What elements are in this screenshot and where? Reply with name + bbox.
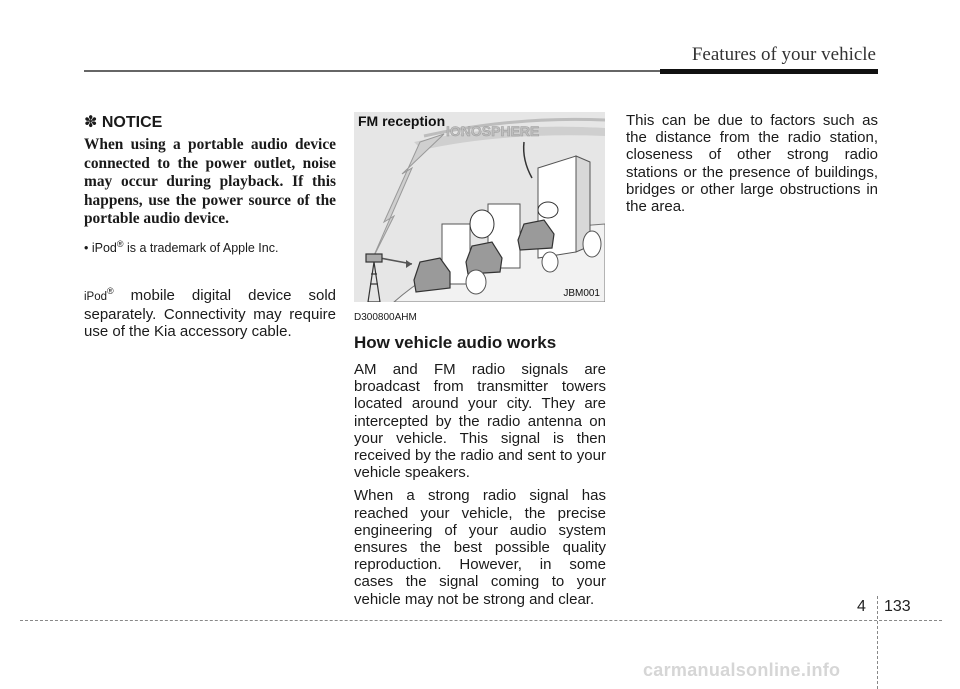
transmitter-tower [366,254,382,302]
fm-reception-illustration [354,112,605,302]
ipod-text: mobile digital device sold separately. Connectivity may require use of the Kia accessory cable. [84,286,336,340]
trademark-suffix: is a trademark of Apple Inc. [123,240,279,255]
trademark-bullet [84,239,336,255]
ipod-paragraph [84,283,336,340]
trademark-prefix: • iPod [84,240,117,255]
figure-code: JBM001 [563,288,600,299]
left-column [84,112,336,340]
right-column [626,112,878,221]
ionosphere-label: IONOSPHERE [446,123,540,139]
figure-label: FM reception [358,113,446,129]
body-paragraph-2: When a strong radio signal has reached your vehicle, the precise engineering of your audio system ensures the best possible quality reproduction. However, in some cases the signal coming to your vehicle may not be strong and clear. [354,487,606,608]
chapter-number: 4 [857,598,866,615]
header-rule-accent [660,69,878,74]
registered-mark: ® [116,238,124,249]
page-number: 133 [884,598,911,615]
body-paragraph-3: This can be due to factors such as the distance from the radio station, closeness of other strong radio stations or the presence of buildings, bridges or other large obstructions in the area. [626,112,878,216]
notice-body: When using a portable audio device connected to the power outlet, noise may occur during playback. If this happens, use the power source of the portable audio device. [84,136,336,227]
body-paragraph-1: AM and FM radio signals are broadcast from transmitter towers located around your city. They are intercepted by the radio antenna on your vehicle. This signal is then received by the radio and sent to your vehicle speakers. [354,361,606,482]
notice-title: ✽ NOTICE [84,114,163,131]
ipod-word: iPod [84,290,108,303]
watermark: carmanualsonline.info [643,660,841,680]
document-code: D300800AHM [354,312,417,323]
section-heading: How vehicle audio works [354,333,557,352]
header-title: Features of your vehicle [691,44,876,65]
footer-divider [877,596,878,689]
footer-rule [20,620,942,621]
ipod-registered-mark: ® [107,285,114,296]
fm-reception-figure [354,112,605,302]
middle-column [354,112,606,614]
